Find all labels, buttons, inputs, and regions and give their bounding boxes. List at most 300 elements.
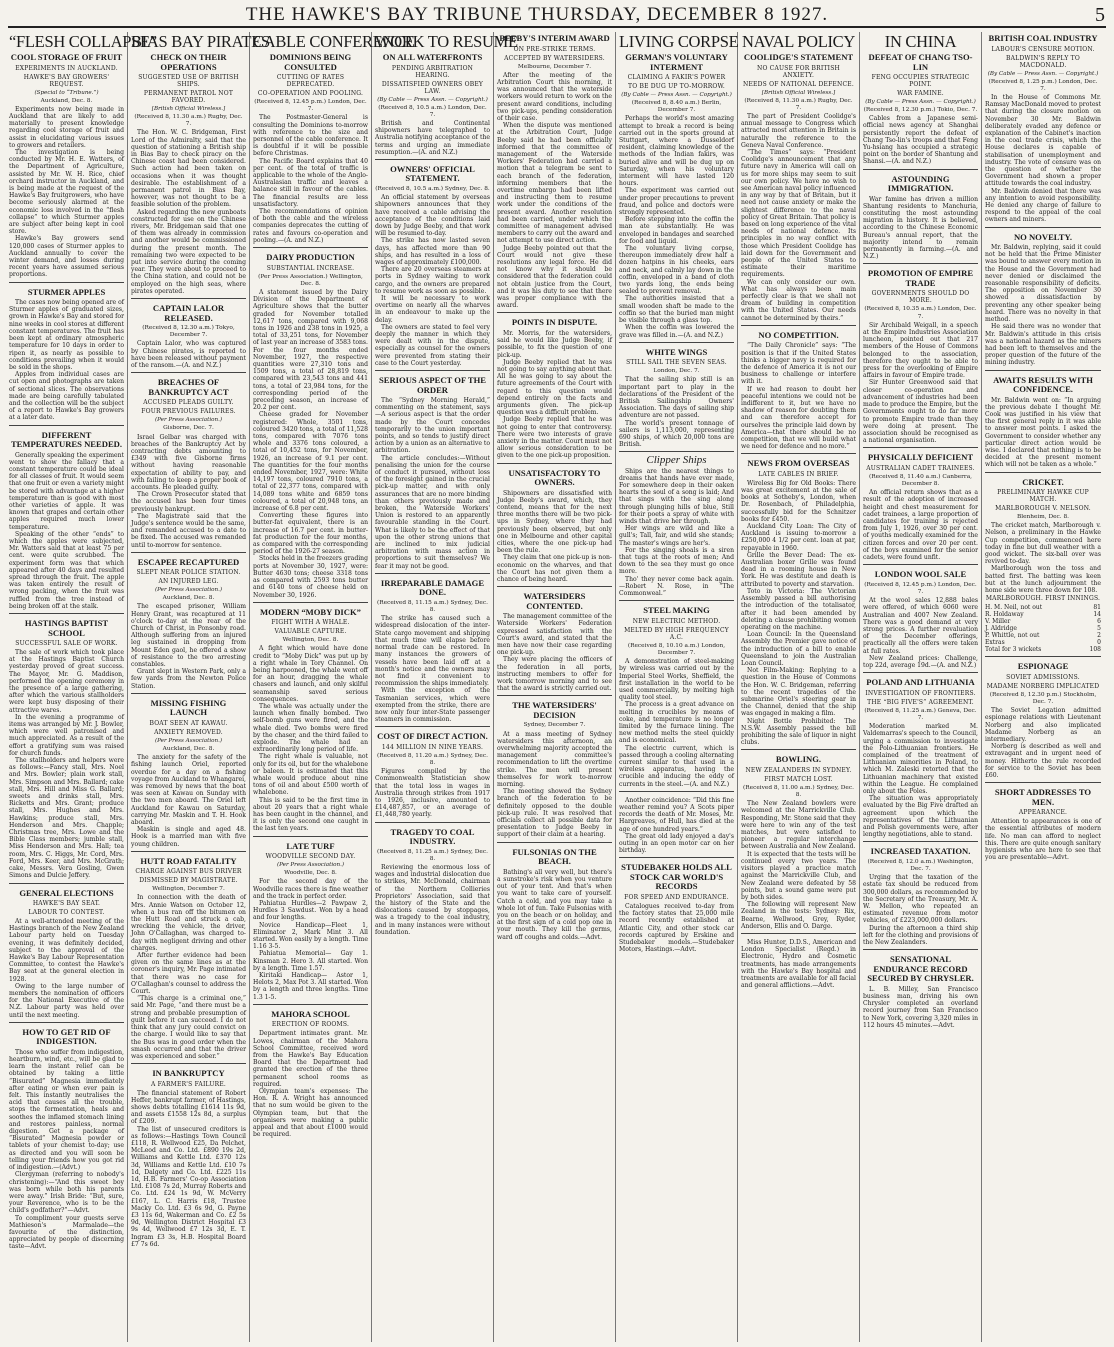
article-subhead: TRAGEDY TO COAL INDUSTRY. — [390, 826, 475, 847]
article-paragraph: Attention to appearances is one of the essential attributes of modern life. No man can afford to neglect this. There are quite enough sanitary hygienists who are here to see that you are presentable—Advt. — [985, 818, 1101, 862]
news-column — [250, 32, 415, 1342]
article-dateline: (Received 8, 12.30 p.m.) Tokio, Dec. 7. — [863, 107, 978, 113]
article — [131, 1069, 246, 1251]
article-credit: (By Cable — Press Assn. — Copyright.) — [621, 92, 732, 98]
article-subhead: CUTTING OF RATES DEPRECATED. — [276, 74, 345, 88]
article-paragraph: Her wings are wild and like a gull's; Tall, fair, and wild she stands; The master's wings are her's. — [619, 525, 734, 547]
article-paragraph: Israel Gelbar was charged with breaches of the Bankruptcy Act by contracting debts amounting to £349 with five Gisborne firms without having reasonable expectation of ability to pay, and with failing to keep a proper book of accounts. He pleaded guilty. — [131, 433, 246, 491]
article — [985, 233, 1101, 371]
article-subhead: NEW ELECTRIC METHOD. — [632, 617, 721, 625]
article-paragraph: Before stepping into the coffin the man ate substantially. He was enveloped in bandages and searched for food and liquid. — [619, 216, 734, 245]
article-subhead: COOL STORAGE OF FRUIT — [10, 52, 123, 62]
batsman-name: J. Aldridge — [985, 625, 1017, 633]
batsman-runs: 6 — [1097, 618, 1101, 626]
article-paragraph: Perhaps the world's most amazing attempt to break a record is being carried out in the sports ground at Stuttgart, where a Dusseldorf resident, claiming knowledge of the methods of the Indian fakirs, was buried alive and will be dug up on Saturday, when his voluntary interment will have lasted 120 hours. — [619, 115, 734, 188]
article-paragraph: Bathing's all very well, but there's a sunstroke's risk when you venture out of your tent. And that's when you want to take care of yourself. Catch a cold, and you may take a whole lot of fun. Take Fulsonias with you on the beach or on holiday, and at the first sign of a cold pop one in your mouth. They kill the germs, ward off coughs and colds.—Advt. — [497, 868, 612, 941]
article-dateline: (Received 8, 10.10 a.m.) London, December 7. — [627, 642, 726, 656]
article-subhead: COST OF DIRECT ACTION. — [377, 731, 488, 742]
batsman-runs: 2 — [1097, 632, 1101, 640]
article-paragraph: That the sailing ship still is an important part to play in the declarations of the President of the British Sailingship Owners' Association. The days of sailing ship adventure are not passed. — [619, 376, 734, 420]
article-subhead: CRICKET. — [1022, 476, 1064, 487]
article-paragraph: Novice Handicap—Fleet 1, Eliminator 2, Mark Mint 3. All started. Won easily by a length. Time 1.16 3-5. — [253, 921, 368, 951]
article-subhead: SLEPT NEAR POLICE STATION. — [136, 569, 241, 577]
article-dateline: Wellington, December 7. — [152, 886, 225, 893]
article-paragraph: When the dispute was mentioned at the Arbitration Court, Judge Beeby said he had been officially informed that the committee of management of the Waterside Workers' Federation had carried a motion that a telegram be sent to each branch of the federation, informing members that the overtime embargo had been lifted and instructing them to resume work under the conditions of the present award. Another resolution had been carried, under which the committee of management advised members to carry out the award and not attempt to use direct action. — [497, 122, 612, 245]
scorecard-row — [985, 632, 1101, 639]
article-headline: IN CHINA — [884, 32, 957, 51]
article-credit: [British Official Wireless.] — [151, 106, 226, 112]
article — [253, 842, 368, 1005]
article-subhead: NEWS FROM OVERSEAS — [747, 458, 850, 469]
article-dateline: Auckland, Dec. 8. — [162, 745, 215, 752]
article-paragraph: Olympian team's expenses: The Hon. R. A. Wright has announced that no sum would be given to the Olympian team, but that the organisers were making a public appeal and that about £1000 would be required. — [253, 1087, 368, 1139]
article-subhead: NEW ZEALANDERS IN SYDNEY. — [745, 766, 852, 774]
article-subhead: WHITE WINGS — [645, 346, 708, 357]
article-subhead: LABOUR TO CONTEST. — [28, 909, 105, 916]
article-paragraph: The Soviet Legation admitted espionage relations with Lieutenant Norberg and also implicated Madame Norberg as an intermediary. — [985, 707, 1101, 743]
scorecard-row — [985, 618, 1101, 625]
article-paragraph: Ships are the nearest things to dreams that hands have ever made, For somewhere deep in their oaken hearts the soul of a song is laid; And that sings with the sing along through plunging hills of blue, Still for their poets a spray of white with winds that drive her through. — [619, 467, 734, 526]
article-paragraph: Miss Hunter, D.D.S., American and London Specialist (Regd.) in Electronic, Hydro and Cosmetic treatments, has made arrangements with the Hawke's Bay hospital and treatments are available for all facial and general afflictions.—Advt. — [741, 938, 856, 990]
article-paragraph: Sir Archibald Weigall, in a speech at the Empire Industries Association luncheon, pointed out that 217 members of the House of Commons belonged to the association, therefore they ought to be able to press for the overlooking of Empire affairs in favour of Empire trade. — [863, 321, 978, 380]
article-subhead: BALDWIN'S REPLY TO MACDONALD. — [1006, 54, 1080, 69]
article-subhead: SHORT ADDRESSES TO MEN. — [994, 787, 1092, 807]
article — [619, 32, 739, 343]
article-paragraph: Apples from individual cases are cut open and photographs are taken of sectional slices. The observations made are being carefully tabulated and the collection will be the subject of a report to Hawke's Bay growers at a later date. — [9, 371, 124, 422]
masthead — [8, 4, 1106, 28]
article-subhead: BRITISH COAL INDUSTRY — [988, 33, 1098, 43]
article-headline: CABLE CONFERENCE — [253, 32, 415, 51]
article-paragraph: The Pacific Board explains that 40 per cent. of the total of traffic is applicable to the whole of the Anglo-Australasian traffic and leaves a balance still in favour of the cables. The financial results are less unsatisfactory. — [253, 157, 368, 208]
article-subhead: BOWLING. — [775, 754, 822, 765]
article — [863, 570, 978, 673]
article-dateline: (Received 8, 12.45 p.m.) London, Dec. 7. — [864, 581, 977, 595]
article-subhead: HUTT ROAD FATALITY — [140, 855, 237, 866]
article-paragraph: Judge Beeby replied that he was not going to enter that controversy. There were two interests of grave anxiety in the matter. Court must not allow serious consideration to be given to the one pick-up proposition. — [497, 416, 612, 460]
article-paragraph: The escaped prisoner, William Henry Grant, was recaptured at 11 o'clock to-day at the rear of the Church of Christ, in Ponsonby road. Although suffering from an injured leg sustained in dropping from Mount Eden gaol, he offered a show of resistance to the two arresting constables. — [131, 603, 246, 669]
article-subhead: HOW TO GET RID OF INDIGESTION. — [22, 1026, 111, 1047]
article — [9, 889, 124, 1023]
batsman-name: V. Miller — [985, 618, 1011, 626]
article-paragraph: An official return shows that as a result of the adoption of increased height and chest measurement for cadet trainees, a large proportion of candidates for training is rejected from July 1, 1926, over 30 per cent. of youths medically examined for the citizen forces and over 20 per cent. of the boys examined for the senior cadets, were found unfit. — [863, 489, 978, 562]
article — [9, 288, 124, 426]
article-subhead: STURMER APPLES — [27, 286, 106, 297]
article-dateline: Auckland, Dec. 8. — [162, 595, 215, 602]
article-paragraph: In the evening a programme of items was arranged by Mr. J. Bowler, which were well patronised and much appreciated. As a result of the effort a gratifying sum was raised for church funds. — [9, 713, 124, 757]
article-subhead: STILL SAIL THE SEVEN SEAS. — [626, 359, 727, 367]
article-paragraph: The sale of work which took place at the Hastings Baptist Church yesterday proved of great success. The Mayor, Mr. G. Maddison, performed the opening ceremony in the presence of a large gathering, after which the various stallholders were kept busy disposing of their attractive wares. — [9, 649, 124, 714]
article-credit: (Per Press Association.) — [154, 587, 223, 594]
article-dateline: (Received 8, 11.30 a.m.) Rugby, Dec. 7. — [134, 114, 243, 128]
article-paragraph: Owing to the large number of members the nomination of officers for the National Executive of the N.Z. Labour party was held over until the next meeting. — [9, 982, 124, 1019]
article-paragraph: They were placing the officers of the federation in all ports, instructing members to offer for work tomorrow morning and to see that the award is strictly carried out. — [497, 656, 612, 693]
article-credit: (Per Press Association.) — [154, 417, 223, 424]
article-subhead: DAIRY PRODUCTION — [266, 252, 355, 263]
article-subhead: SOVIET ADMISSIONS. — [1006, 673, 1080, 681]
article-paragraph: The Crown Prosecutor stated that the accused has been four times previously bankrupt. — [131, 491, 246, 513]
article-subhead: GOVERNMENTS SHOULD DO MORE. — [871, 290, 970, 305]
article — [131, 857, 246, 1064]
article-paragraph: Figures compiled by the Commonwealth Statistician show that the total loss in wages in Australia through strikes from 1917 to 1926, inclusive, amounted to £14,487,857, or an average of £1,448,780 yearly. — [375, 768, 490, 819]
article-subhead: ESPIONAGE — [1017, 661, 1069, 672]
article-paragraph: Catalogues received to-day from the factory states that 25,000 mile record recently established at Atlantic City, and other stock car records captured by Erskine and Studebaker models.—Studebaker Motors, Hastings.—Advt. — [619, 902, 734, 954]
article-subhead: SUCCESSFUL SALE OF WORK. — [15, 640, 118, 647]
article-paragraph: He said there was no wonder that Mr. Baldwin's attitude in this crisis was a national hazard as the miners had been left to themselves and the proper question of the future of the mining industry. — [985, 323, 1101, 367]
batsman-runs: 5 — [1097, 625, 1101, 633]
article-paragraph: Urging that the taxation of the estate tax should be reduced from 300,000 dollars, as recommended by the Secretary of the Treasury, Mr. A. W. Mellon, who repeated an estimated revenue from motor vehicles, of £223,000,000 dollars. — [863, 874, 978, 925]
article — [985, 662, 1101, 783]
article-paragraph: To compliment your guests serve Mathieson's Marmalade—the favourite of the distinction, appreciated by people of discerning taste—Advt. — [9, 1214, 124, 1251]
news-column — [128, 32, 270, 1342]
article-subhead: PRELIMINARY HAWKE CUP MATCH. — [997, 489, 1089, 504]
article-subhead: CHARGE AGAINST BUS DRIVER — [135, 868, 242, 876]
article-subhead: DEFEAT OF CHANG TSO-LIN — [868, 52, 973, 72]
article-subhead: SUGGESTED USE OF BRITISH SHIPS. — [138, 74, 239, 88]
article-headline: LIVING CORPSE — [619, 32, 739, 51]
article — [131, 558, 246, 694]
article-paragraph: Loan Council: In the Queensland Assembly the Premier gave notice of the introduction of a bill to enable Queensland to join the Australian Loan Council. — [741, 631, 856, 667]
article-headline: “FLESH COLLAPSE” — [9, 32, 157, 51]
article-paragraph: For the singing shoals is a siren that tugs at the roots of men; And down to the sea they must go once more. — [619, 546, 734, 576]
article-paragraph: At the wool sales 12,888 bales were offered, of which 6060 were Australian and 4007 New Zealand. There was a good demand at very strong prices. A further revaluation of the December offerings, practically all the offers were taken at full rates. — [863, 597, 978, 655]
article-subhead: INCREASED TAXATION. — [870, 846, 971, 857]
article — [497, 469, 612, 588]
article-paragraph: Tho' they never come back again. —Robert N. Rose, in “The Commonweal.” — [619, 575, 734, 598]
article — [863, 175, 978, 265]
article-subhead: CO-OPERATION AND POOLING. — [257, 90, 364, 97]
article-paragraph: Mr. Morris, for the watersiders, said he would like Judge Beeby, if possible, to fix the question of one pick-up. — [497, 329, 612, 359]
article-paragraph: The anxiety for the safety of the fishing launch Oriel, reported overdue for a day on a fishing voyage from Auckland to Whangarei, was removed by news that the boat was seen at Kawau on Sunday with the two men aboard. The Oriel left Auckland for Kawau on Saturday, carrying Mr. Maskin and T. H. Hook aboard. — [131, 754, 246, 826]
article-subhead: HAWKE'S BAY GROWERS' REQUEST. — [23, 73, 110, 88]
article-paragraph: It will be necessary to work overtime on nearly all the wharves in an endeavour to make up the delay. — [375, 294, 490, 324]
article-paragraph: The world's present tonnage of sailers is 1,113,000, representing 690 ships, of which 20,000 tons are British. — [619, 419, 734, 449]
article-subhead: LABOUR'S CENSURE MOTION. — [991, 45, 1095, 53]
article-subhead: FENG OCCUPIES STRATEGIC POINT. — [871, 74, 970, 88]
scorecard-row — [985, 625, 1101, 632]
article-paragraph: At a mass meeting of Sydney watersiders this afternoon, an overwhelming majority accepted the management committee's recommendation to lift the overtime strike. The men will present themselves for work to-morrow morning. — [497, 730, 612, 789]
article-paragraph: The management committee of the Waterside Workers' Federation expressed satisfaction with the Court's award, and stated that the men have now their case regarding one pick-up. — [497, 613, 612, 657]
article — [253, 253, 368, 603]
article-subhead: CHECK ON THEIR OPERATIONS — [150, 52, 227, 72]
article — [863, 955, 978, 1032]
article-paragraph: The right whale is valuable, not only for its oil, but for the whalebone or baleen. It is estimated that this whale would produce about nine tons of oil and about £500 worth of whalebone. — [253, 753, 368, 797]
batsman-name: R. Holdaway — [985, 611, 1024, 619]
article-paragraph: The list of unsecured creditors is as follows:—Hastings Town Council £118, R. Wellwood £25, Da Pelchet, McLeod and Co. Ltd. £890 19s 2d, Williams and Kettle Ltd. £370 12s 3d, Williams and Kettle Ltd. £10 7s 1d, Dalgety and Co. Ltd. £225 11s 1d, H.B. Farmers' Co-op Association Ltd. £108 7s 2d, Murray Roberts and Co. Ltd. £24 1s 9d, W. McVerry £167, L. C. Harris £18, Trustee Macky Co. Ltd. £3 6s 9d, G. Payne £3 11s 6d, Wakerman and Co. £2 5s 9d, Wellington District Hospital £3 9s 4d, Wellwood £7 12s 3d, E. T. Ingram £3 3s, H.B. Hospital Board £7 7s 6d. — [131, 1125, 246, 1248]
article-dateline: Woodville, Dec. 8. — [284, 870, 337, 877]
page-number: 5 — [1095, 4, 1106, 26]
article — [985, 34, 1101, 228]
article-paragraph: The experiment was carried out under proper precautions to prevent fraud, and police and doctors were strongly represented. — [619, 187, 734, 217]
article-headline: WORK TO RESUME — [375, 32, 518, 51]
article-subhead: ON PRE-STRIKE TERMS. — [513, 45, 596, 53]
article-subhead: DISSATISFIED OWNERS OBEY LAW. — [381, 80, 484, 95]
article-subhead: ASTOUNDING IMMIGRATION. — [887, 173, 954, 194]
article-subhead: NO COMPETITION. — [758, 329, 839, 340]
article-subhead: 144 MILLION IN NINE YEARS. — [381, 743, 484, 751]
score-title: MARLBOROUGH. FIRST INNINGS. — [985, 595, 1101, 603]
article-subhead: TO BE DUG UP TO-MORROW. — [628, 83, 725, 90]
article-subhead: OWNERS' OFFICIAL STATEMENT. — [390, 163, 475, 184]
article-paragraph: The part of President Coolidge's annual message to Congress which attracted most attention in Britain is naturally the reference to the Geneva Naval Conference. — [741, 112, 856, 149]
article-subhead: AUSTRALIAN CADET TRAINEES. — [866, 464, 975, 472]
article-paragraph: In the House of Commons Mr. Ramsay MacDonald moved to protest that during the closure motion on November 30 Mr. Baldwin deliberately evaded any defence or explanation of the Cabinet's inaction in the coal trade crisis, which the House declares is capable of stabilisation of unemployment and industry. The vote of censure was on the question of whether the Government had shown a proper attitude towards the coal industry. — [985, 93, 1101, 188]
article-dateline: (Received 8, 12.45 p.m.) London, Dec. 7. — [254, 99, 367, 113]
article-dateline: (Received 8, 1.25 p.m.) London, Dec. 7. — [988, 78, 1098, 92]
article-subhead: MADAME NORBERG IMPLICATED — [986, 682, 1100, 690]
article-subhead: BREACHES OF BANKRUPTCY ACT — [148, 377, 229, 397]
batsman-runs: 0 — [1097, 639, 1101, 647]
article-subhead: MAHORA SCHOOL — [271, 1008, 350, 1019]
article — [375, 579, 490, 727]
news-column — [494, 32, 616, 1342]
article-subhead: BOAT SEEN AT KAWAU. — [149, 719, 228, 727]
article-subhead: MODERN “MOBY DICK” — [260, 606, 361, 617]
article — [131, 32, 270, 299]
article — [375, 165, 490, 371]
article-paragraph: The stallholders and helpers were as follows:—Fancy stall, Mrs. Noel and Mrs. Bowler; plain work stall, Mrs. Simpson and Mrs. Ballard; cake stall, Mrs. Hill and Miss G. Ballard; sweets and drinks stall, Mrs. Ricketts and Mrs. Grant; produce stall, Mrs. Hughes and Mrs. Hawkins; produce stall, Mrs. Henderson and Mrs. Chapple; Christmas tree, Mrs. Lowe and the Bible Class members; jumble stall, Miss Henderson and Mrs. Hall; tea room, Mrs. C. Higgs, Mr. Cord, Mrs. Ford, Mrs. Keer, and Mrs. McGrath; cake, Messrs. Vera Gosling, Gwen Simons and Dulcie Jeffery. — [9, 757, 124, 880]
article-paragraph: A demonstration of steel-making by wireless was carried out by the Imperial Steel Works, Sheffield, the first installation in the world to be used commercially, by melting high quality tool steel. — [619, 658, 734, 702]
batsman-name: P. Whittle, not out — [985, 632, 1040, 640]
article-paragraph: Another coincidence: “Did this fine weather remind you? A Scots piper records the death of Mr. Moses, Mr. Hargreaves, of Hull, has died at the age of one hundred years.” — [619, 796, 734, 833]
article-paragraph: A statement issued by the Dairy Division of the Department of Agriculture shows that the butter graded for November totalled 12,617 tons, compared with 9,068 tons in 1926 and 238 tons in 1925, a total of 33,251 tons, for November of last year an increase of 3583 tons. For the four months ended November, 1927, the respective quantities were 27,310 tons and 1509 tons, a total of 28,819 tons, compared with 23,543 tons and 441 tons, a total of 23,984 tons, for the corresponding period of the preceding season, an increase of 20.2 per cent. — [253, 288, 368, 412]
scorecard-table — [985, 604, 1101, 653]
article — [741, 331, 856, 455]
article-paragraph: The Magistrate said that the Judge's sentence would be the same, and remanded accused to a date to be fixed. The accused was remanded until to-morrow for sentence. — [131, 512, 246, 549]
article-paragraph: The Postmaster-General is consulting the Dominions to-morrow with reference to the size and personnel of the cable conference. It is doubtful if it will be possible before Christmas. — [253, 114, 368, 158]
article-paragraph: They claim that one pick-up is non-economic on the wharves, and that the Court has not given them a chance of being heard. — [497, 554, 612, 583]
article-subhead: APPEARANCE. — [1018, 809, 1068, 817]
article-paragraph: The following will represent New Zealand in the tests: Sydney: Rix, Bearne, Wellwood, Grey, Ryder, Anderson, Ellis and O. Darge. — [741, 901, 856, 930]
article-subhead: INVESTIGATION OF FRONTIERS. — [865, 689, 976, 697]
scorecard-row — [985, 604, 1101, 611]
article-subhead: CLAIMING A FAKIR'S POWER — [627, 74, 726, 81]
article-subhead: HAWKE'S BAY SEAT. — [32, 900, 101, 907]
article-paragraph: The authorities insisted that a small wooden shaft be made to the coffin so that the buried man might be visible through a glass top. — [619, 295, 734, 325]
article-paragraph: Grille the Bever Dead: The ex-Australian boxer Grille was found dead in a rooming house in New York. He was destitute and death is attributed to poverty and starvation. — [741, 551, 856, 588]
article-headline: NAVAL POLICY — [742, 32, 855, 51]
article-dateline: Blenheim, Dec. 8. — [1016, 514, 1070, 521]
article-paragraph: Reviewing the enormous loss of wages and industrial dislocation due to strikes, Mr. McDonald, chairman of the Northern Collieries Proprietors' Association, said that the history of the State and the dislocations caused by stoppages, was a tragedy to the coal industry, and in many instances were without foundation. — [375, 864, 490, 936]
article — [9, 431, 124, 614]
article-paragraph: At a well-attended meeting of the Hastings branch of the New Zealand Labour party held on Tuesday evening, it was definitely decided, subject to the approval of the Hawke's Bay Labour Representation Committee, to contest the Hawke's Bay seat at the general election in 1928. — [9, 918, 124, 983]
article-paragraph: The cases now being opened are of Sturmer apples of graduated sizes, grown in Hawke's Bay and stored for nine weeks in cool stores at different constant temperatures. The fruit has been kept at ordinary atmospheric temperature for 10 days in order to ripen it, as nearly as possible to conditions prevailing when it would be sold in the shops. — [9, 299, 124, 371]
article-subhead: IN BANKRUPTCY — [152, 1068, 225, 1079]
article-subhead: THE “BIG FIVE'S” AGREEMENT. — [867, 698, 974, 706]
article-subhead: CAPTAIN LALOR RELEASED. — [152, 303, 225, 323]
article-dateline: (Received 8, 11.40 a.m.) Canberra, December 8. — [868, 473, 972, 488]
article-dateline: (Received 8, 11.20 a.m.) Sydney, Dec. 8. — [377, 752, 488, 767]
article-paragraph: Not Film-Making: Replying to a question in the House of Commons the Hon. W. C. Bridgeman, referring to the recent tragedies of the submarine Oriel's steering gear in the Channel, denied that the ship was engaged in making a film. — [741, 667, 856, 718]
article-subhead: DOMINIONS BEING CONSULTED — [269, 52, 352, 72]
article — [619, 606, 734, 792]
article-dateline: Wellington, Dec. 8. — [282, 637, 339, 644]
article-paragraph: The strike has now lasted seven days, has affected more than 90 ships, and has resulted in a loss of wages of approximately £100,000. — [375, 237, 490, 266]
article — [863, 453, 978, 565]
article — [741, 939, 856, 992]
article-subhead: A FARMER'S FAILURE. — [150, 1080, 227, 1088]
article-paragraph: The New Zealand bowlers were welcomed at the Marrickville Club. Responding, Mr. Stone said that they were here to win any of the test matches, but were satisfied to pioneer a regular interchange between Australia and New Zealand. — [741, 800, 856, 851]
article-subhead: ESCAPEE RECAPTURED — [137, 556, 240, 567]
article-subhead: AWAITS RESULTS WITH CONFIDENCE. — [993, 374, 1093, 395]
article-subhead: EXPERIMENTS IN AUCKLAND. — [15, 64, 118, 72]
article-paragraph: Experiments now being made in Auckland that are likely to add materially to present knowledge regarding cool storage of fruit and assist in elucidating various issues to growers and retailers. — [9, 105, 124, 149]
article-subhead: PENDING ARBITRATION HEARING. — [391, 64, 474, 79]
article — [375, 732, 490, 822]
article-subhead: MISSING FISHING LAUNCH — [150, 697, 227, 718]
article — [9, 1028, 124, 1254]
article-paragraph: Clergyman (referring to nobody's christening):—“And this sweet boy was born while both his parents were away.” Irish Bride: “But, sure, your Reverence, who is to be the child's godfather?”—Advt. — [9, 1171, 124, 1215]
article-subhead: LONDON WOOL SALE — [874, 569, 967, 580]
news-column — [982, 32, 1104, 1342]
article-subhead: ANXIETY REMOVED. — [154, 728, 223, 736]
article-headline: BIAS BAY PIRATES — [131, 32, 270, 51]
article-dateline: (Received 8, 11.25 a.m.) Geneva, Dec. 7. — [864, 707, 977, 721]
article-credit: (Per Press Association.) — [276, 862, 345, 869]
article-paragraph: The Hon. W. C. Bridgeman, First Lord of the Admiralty, said that the question of stationing a British ship in Bias Bay to check piracy on the Chinese coast had been considered. Such action had been taken on occasions when it was thought desirable. The establishment of a permanent patrol in Bias Bay, however, was not thought to be a feasible solution of the problem. — [131, 129, 246, 209]
article-subhead: VALUABLE CAPTURE. — [274, 628, 347, 636]
news-columns — [6, 32, 1108, 1342]
article-subhead: ACCEPTED BY WATERSIDERS. — [504, 54, 605, 62]
article-subhead: DISMISSED BY MAGISTRATE. — [139, 877, 238, 885]
article-paragraph: The owners are stated to feel very deeply the manner in which they were dealt with in the dispute, especially as counsel for the owners were prevented from stating their case to the Court yesterday. — [375, 323, 490, 367]
article — [741, 459, 856, 750]
article-paragraph: The voluntary living corpse, thereupon immediately drew half a dozen hatpins in his cheeks, ears and neck, and calmly lay down in the coffin, enveloped in a band of cloth two yards long, the ends being sealed to prevent removal. — [619, 245, 734, 296]
article-paragraph: Grant slept in Western Park, only a few yards from the Newton Police Station. — [131, 668, 246, 690]
article-paragraph: Mr. Baldwin, replying, said it could not be held that the Prime Minister was bound to answer every motion in the House and the Government had never denied or disclaimed the reasonable responsibility of deficits. The opposition on November 30 showed a dissatisfaction by preventing any other speaker being heard. There was no novelty in that method. — [985, 244, 1101, 324]
total-runs: 108 — [1089, 646, 1101, 654]
article-paragraph: The financial statement of Robert Heffer, bankrupt farmer, of Hastings, shows debts totalling £1614 11s 9d, and assets £1558 12s 8d, a surplus of £209. — [131, 1089, 246, 1126]
article-subhead: GERMAN'S VOLUNTARY INTERMENT — [625, 52, 728, 72]
article — [741, 755, 856, 934]
article-paragraph: The electric current, which is passed through a cooling alternating current similar to that used in a wireless apparatus, having the crucible and inducing the eddy of currents in the steel.—(A. and N.Z.) — [619, 744, 734, 788]
batsman-runs: 14 — [1093, 611, 1101, 619]
article-subhead: MELTED BY HIGH FREQUENCY A.C. — [624, 626, 729, 641]
news-column — [372, 32, 518, 1342]
article-dateline: (Received 8, 11.25 a.m.) Sydney, Dec. 8. — [377, 848, 488, 862]
article-paragraph: The whale was actually under the launch when finally bombed. Two self-bomb guns were fired, and the whale died. Two bombs were fired by the chaser, and the third failed to explode. The whale had an extraordinarily long period of life. — [253, 703, 368, 754]
article-paragraph: “The Daily Chronicle” says: “The position is that if the United States thinks a bigger navy is required for the defence of America it is not our business to challenge or interfere with it. — [741, 342, 856, 386]
article — [619, 348, 734, 453]
article-paragraph: Judge Beeby pointed out that the Court would not give these resolutions any legal force. He did not know why it should be considered that the federation could not obtain justice from the Court, and it was his duty to see that there was proper compliance with the award. — [497, 244, 612, 310]
article-subhead: UNSATISFACTORY TO OWNERS. — [508, 467, 601, 488]
article-subhead: PROMOTION OF EMPIRE TRADE — [867, 268, 974, 288]
article-subhead: POINTS IN DISPUTE. — [511, 317, 598, 328]
article — [497, 318, 612, 463]
article-paragraph: Moderation marked M. Valdemarras's speech to the Council, urging a commission to investigate the Polo-Lithuanian frontiers. He complained of the treatment of Lithuanian minorities in Poland, to which M. Zaleski retorted that the Lithuanian machinery that existed within the League. He complained only about the Poles. — [863, 723, 978, 795]
article-credit: (By Cable — Press Assn. — Copyright.) — [377, 96, 488, 103]
article-subhead: HASTINGS BAPTIST SCHOOL — [24, 618, 109, 638]
batsman-name: Extras — [985, 639, 1005, 647]
article-paragraph: Toto in Victoria: The Victorian Assembly passed a bill authorising the introduction of the totalisator, after it had been amended by deleting a clause prohibiting women operating on the machine. — [741, 587, 856, 631]
article-subhead: WATERSIDERS CONTENTED. — [523, 591, 586, 611]
article-subhead: ERECTION OF ROOMS. — [271, 1021, 350, 1029]
article-paragraph: It is expected that the tests will be continued every two years. The visitors played a practice match against the Marrickville Club, and New Zealand were defeated by 58 points, but a sound game were put by both sides. — [741, 850, 856, 901]
article-paragraph: The cricket match, Marlborough v. Nelson, a preliminary in the Hawke Cup competition, commenced here today in fine but dull weather with a good wicket. The six-ball over was revived to-day. — [985, 522, 1101, 566]
article-dateline: Melbourne, December 7. — [517, 63, 592, 70]
article-dateline: (Received 8, 11.00 a.m.) Sydney, Dec. 8. — [743, 784, 854, 799]
poem-title: Clipper Ships — [646, 454, 707, 467]
article-subhead: ON ALL WATERFRONTS — [382, 52, 483, 62]
article — [497, 592, 612, 696]
article — [131, 304, 246, 373]
article — [9, 619, 124, 884]
article-subhead: BEEBY'S INTERIM AWARD — [499, 33, 610, 43]
batsman-name: H. M. Neil, not out — [985, 604, 1043, 612]
article — [985, 478, 1101, 658]
news-column — [6, 32, 157, 1342]
article-subhead: WAR FAMINE. — [897, 90, 944, 97]
article-paragraph: The strike has caused such a widespread dislocation of the inter-State cargo movement and shipping that much time will elapse before normal trade can be restored. In many instances the growers of vessels have been laid off at a month's notice and the owners may not find it convenient to recommission the ships immediately. — [375, 615, 490, 688]
article-paragraph: War famine has driven a million Shantung residents to Manchuria, constituting the most astounding migration in history. It is believed, according to the Chinese Economic Bureau's annual report, that the majority intend to remain permanently in farming.—(A. and N.Z.) — [863, 195, 978, 261]
article-dateline: (Received 8, 12.30 p.m.) Stockholm, Dec. 7. — [989, 691, 1097, 705]
article — [375, 376, 490, 574]
article — [9, 32, 157, 283]
article-paragraph: New Zealand prices: Challenge, top 22d, average 19d.—(A. and N.Z.) — [863, 654, 978, 669]
article-paragraph: Pahiatua Hurdles—2 Pawpaw 2, Hurdles 3 Sawdust. Won by a head and four lengths. — [253, 900, 368, 922]
article-paragraph: During the afternoon a third ship left for the clothing and provisions of the New Zealanders. — [863, 924, 978, 947]
scorecard-total-row — [985, 646, 1101, 653]
batsman-runs: 81 — [1093, 604, 1101, 612]
article-paragraph: The meeting showed the Sydney branch of the federation to be definitely opposed to the double pick-up rule. It was resolved that officials collect all possible data for presentation to Judge Beeby in support of their claim at a hearing. — [497, 788, 612, 839]
article-subhead: GENERAL ELECTIONS — [19, 887, 114, 898]
article-paragraph: With the exception of the Tasmanian services, which were exempted from the strike, there are now only four inter-State passenger steamers in commission. — [375, 687, 490, 724]
article-subhead: IRREPARABLE DAMAGE DONE. — [380, 577, 485, 598]
article-paragraph: L. B. Milley, San Francisco business man, driving his own Chrysler completed an overland record journey from San Francisco to New York, covering 3,320 miles in 112 hours 45 minutes.—Advt. — [863, 985, 978, 1029]
article-paragraph: Captain Lalor, who was captured by Chinese pirates, is reported to have been released without payment of the ransom.—(A. and N.Z.) — [131, 340, 246, 370]
scorecard-row — [985, 611, 1101, 618]
article-dateline: (Received 8, 12.0 a.m.) Washington, Dec. 7. — [867, 858, 974, 873]
article-paragraph: Department intimates grant. Mr. Lowes, chairman of the Mahora School Committee, received word from the Hawke's Bay Education Board that the Department had granted the erection of the three permanent school rooms as required. — [253, 1030, 368, 1088]
article-subhead: FIRST MATCH LOST. — [764, 775, 833, 783]
article-subhead: THE WATERSIDERS' DECISION — [512, 700, 597, 720]
article-subhead: MARLBOROUGH V. NELSON. — [995, 505, 1091, 513]
article-paragraph: Pahiatua Memorial— Gay 1. Kinsman 2. Hero 3. All started. Won by a length. Time 1.57. — [253, 950, 368, 972]
article-paragraph: Maskin is single and aged 48. Hook is a married man with five young children. — [131, 826, 246, 848]
article-subhead: WOODVILLE SECOND DAY. — [265, 853, 356, 861]
article-dateline: (Received 8, 10.5 a.m.) London, Dec. 7. — [378, 104, 487, 118]
article — [985, 376, 1101, 473]
article-subhead: POLAND AND LITHUANIA — [866, 677, 975, 688]
article — [497, 34, 612, 313]
article-paragraph: Mr. Baldwin denied that there was any intention to avoid responsibility. He denied any charge of failure to respond to the appeal of the coal owners and miners. — [985, 187, 1101, 224]
news-column — [616, 32, 738, 1342]
article-paragraph: The situation was appropriately evaluated by the Big Five drafted an agreement upon which the representatives of the Lithuanian and Polish governments were, after lengthy negotiations, able to stand. — [863, 795, 978, 839]
article-subhead: LATE CABLES IN BRIEF. — [758, 470, 839, 478]
article-subhead: COOLIDGE'S STATEMENT — [743, 52, 854, 62]
article-dateline: (Received 8, 11.15 a.m.) Sydney, Dec. 8. — [377, 599, 488, 614]
article-subhead: FOUR PREVIOUS FAILURES. — [141, 408, 236, 416]
article-paragraph: Norberg is described as well and extravagant and in urgent need of money. Hitherto the rule recorded for service to the Soviet has been £60. — [985, 743, 1101, 780]
article — [741, 33, 856, 326]
article-subhead: STEEL MAKING — [643, 605, 710, 616]
article-dateline: (Received 8, 8.40 a.m.) Berlin, December 7. — [631, 100, 722, 114]
article-paragraph: Wireless Big for Old Books: There was great excitement at the sale of books at Sotheby's, London, when Dr. Rosenbach, of Philadelphia, successfully bid for the Schnitzer books for £450. — [741, 479, 856, 523]
article-subhead: FIGHT WITH A WHALE. — [271, 619, 350, 627]
article-dateline: Sydney, December 7. — [523, 722, 586, 729]
article-paragraph: Night Bottle Prohibited: The N.S.W. Assembly passed the bill prohibiting the sale of liquor in night clubs. — [741, 717, 856, 747]
article — [375, 828, 490, 939]
article — [497, 701, 612, 842]
article-subhead: PHYSICALLY DEFICIENT — [867, 452, 974, 463]
article-dateline: Auckland, Dec. 8. — [40, 97, 93, 104]
article-dateline: (Received 8, 11.30 a.m.) Rugby, Dec. 7. — [744, 97, 853, 111]
article-paragraph: Those who suffer from indigestion, heartburn, wind, etc., will be glad to learn the instant relief can be obtained by taking a little “Bisurated” Magnesia immediately after eating or when ever pain is felt. This instantly neutralises the acid that causes all the trouble, stops the fermentation, heals and soothes the inflamed stomach lining and restores painless, normal digestion. Get a package of “Bisurated” Magnesia powder or tablets of your chemist to-day; use as directed and you will soon be telling your friends how you got rid of indigestion.—(Advt.) — [9, 1048, 124, 1172]
article-subhead: ACCUSED PLEADS GUILTY. — [143, 399, 234, 407]
article-paragraph: A fight which would have done credit to “Moby Dick” was put up by a right whale in Tory Channel. On being harpooned, the whale went off for an hour, dragging the whale chasers and launch, and only skilful seamanship saved serious consequences. — [253, 645, 368, 703]
article-paragraph: Asked regarding the new gunboats constructed for use on the Chinese rivers, Mr. Bridgeman said that one of them was already in commission and another would be commissioned during the present month. The remaining two were expected to be put into service during the coming year. They were about to proceed to the China station, and could not be employed on the high seas, where pirates operated. — [131, 208, 246, 295]
article-paragraph: After further evidence had been given on the same lines as at the coroner's inquiry, Mr. Page intimated that there was no case for O'Callaghan's counsel to address the Court. — [131, 952, 246, 996]
article-paragraph: “This charge is a criminal one,” said Mr. Page, “and there must be a strong and probable presumption of guilt before it can succeed. I do not think that any jury could convict on the charge. I would like to say that the Bus was in good order when the smash occurred and that the driver was experienced and sober.” — [131, 995, 246, 1060]
